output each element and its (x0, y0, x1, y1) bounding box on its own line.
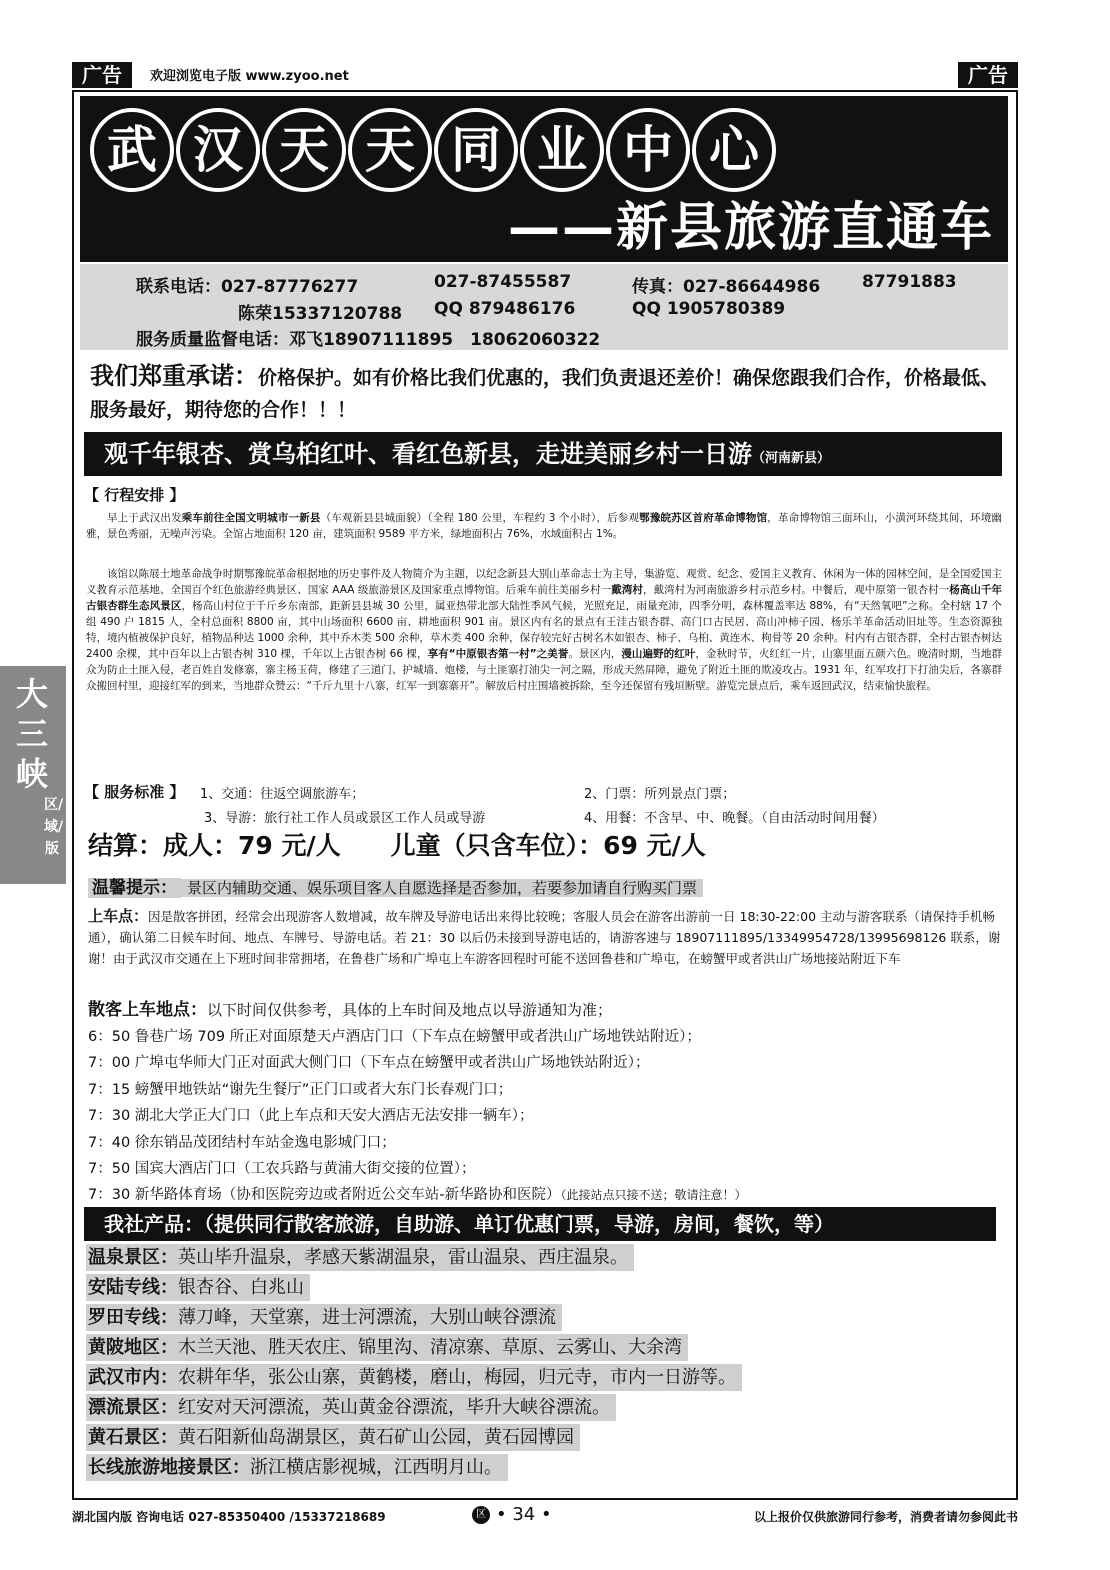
product-row (86, 1274, 1002, 1304)
contact-fax: 传真：027-86644986 (632, 277, 821, 297)
tour-title-note: （河南新县） (752, 451, 831, 466)
tip-text: 景区内辅助交通、娱乐项目客人自愿选择是否参加，若要参加请自行购买门票 (181, 879, 703, 897)
product-row (86, 1364, 1002, 1394)
itinerary-text: ，杨高山村位于千斤乡东南部，距新县县城 30 公里，属亚热带北部大陆性季风气候，光照充足，雨量充沛，四季分明，森林覆盖率达 88%，有“天然氧吧”之称。全村辖 17 个组 490 户 1815 人，全村总面积 8800 亩，其中山场面积 6600 亩、耕地面积 901 亩。景区内有名的景点有王洼古银杏群、高门口古民居、高山冲柿子园、杨乐羊革命活动旧址等。生态资源独特，境内植被保护良好，植物品种达 1000 余种，其中乔木类 500 余种，草木类 400 余种，保存较完好古树名木如银杏、柿子、乌桕、黄连木、枸骨等 20 余种。村内有古银杏群，全村古银杏树达 2400 余棵，其中百年以上古银杏树 310 棵，千年以上古银杏树 66 棵， (86, 600, 1003, 660)
product-text: 农耕年华，张公山寨，黄鹤楼，磨山，梅园，归元寺，市内一日游等。 (178, 1367, 736, 1388)
title-char: 心 (692, 108, 776, 192)
footer-page-number (472, 1504, 552, 1525)
itinerary-text: （车观新县县城面貌）（全程 180 公里，车程约 3 个小时），后参观 (320, 512, 640, 524)
product-text: 英山毕升温泉，孝感天紫湖温泉，雷山温泉、西庄温泉。 (178, 1247, 628, 1268)
footer-edition-contact: 湖北国内版 咨询电话 027-85350400 /15337218689 (72, 1510, 386, 1524)
boarding-info (88, 906, 1004, 969)
footer-disclaimer: 以上报价仅供旅游同行参考，消费者请勿参阅此书 (753, 1510, 1018, 1524)
contact-fax-2: 87791883 (862, 272, 957, 292)
title-char: 同 (434, 108, 518, 192)
title-char: 中 (606, 108, 690, 192)
contact-phone-2: 027-87455587 (434, 272, 572, 292)
title-char: 天 (348, 108, 432, 192)
product-row (86, 1244, 1002, 1274)
product-label: 漂流景区： (88, 1397, 178, 1418)
pickup-item-last (88, 1182, 1004, 1208)
itinerary-highlight: 享有“中原银杏第一村”之美誉 (427, 648, 569, 660)
settlement-price: 结算：成人：79 元/人 儿童（只含车位）：69 元/人 (88, 831, 706, 860)
product-label: 黄石景区： (88, 1427, 178, 1448)
product-text: 银杏谷、白兆山 (178, 1277, 304, 1298)
tour-title: 观千年银杏、赏乌桕红叶、看红色新县，走进美丽乡村一日游 (104, 440, 752, 468)
title-char: 业 (520, 108, 604, 192)
promise-statement (90, 360, 1006, 426)
pickup-item: 7：00 广埠屯华师大门正对面武大侧门口（下车点在螃蟹甲或者洪山广场地铁站附近）； (88, 1055, 650, 1072)
title-char: 天 (262, 108, 346, 192)
page-footer (72, 1504, 1018, 1526)
page-number: • 34 • (496, 1504, 552, 1525)
itinerary-paragraph-2 (86, 566, 1002, 694)
product-row (86, 1454, 1002, 1484)
edition-side-tab (0, 666, 66, 884)
boarding-label: 上车点： (88, 907, 149, 925)
product-label: 武汉市内： (88, 1367, 178, 1388)
product-text: 薄刀峰，天堂寨，进士河漂流，大别山峡谷漂流 (178, 1307, 556, 1328)
product-row (86, 1394, 1002, 1424)
product-row (86, 1424, 1002, 1454)
pickup-note: 以下时间仅供参考，具体的上车时间及地点以导游通知为准； (207, 1001, 613, 1019)
company-name (90, 108, 776, 192)
tour-title-bar (84, 432, 1002, 476)
service-meals: 4、用餐：不含早、中、晚餐。（自由活动时间用餐） (584, 811, 885, 826)
pickup-heading (88, 995, 612, 1020)
title-char: 武 (90, 108, 174, 192)
product-label: 长线旅游地接景区： (88, 1457, 250, 1478)
product-label: 黄陂地区： (88, 1337, 178, 1358)
itinerary-highlight: 杨高山千年古银杏群生态风景区 (86, 584, 1003, 612)
itinerary-paragraph-1 (86, 510, 1002, 542)
itinerary-text: ，戴湾村为河南旅游乡村示范乡村。中餐后，观中原第一银杏村一 (642, 584, 950, 596)
title-char: 汉 (176, 108, 260, 192)
pickup-item: 7：50 国宾大酒店门口（工农兵路与黄浦大街交接的位置）； (88, 1161, 476, 1178)
warm-tip (88, 873, 703, 897)
itinerary-text: ，革命博物馆三面环山，小潢河环绕其间，环境幽雅，景色秀丽，无噪声污染。全馆占地面积 120 亩，建筑面积 9589 平方米，绿地面积占 76%，水域面积占 1%。 (86, 512, 1003, 540)
seal-icon: 区 (472, 1506, 490, 1524)
service-transport: 1、交通：往返空调旅游车； (200, 787, 365, 802)
ad-tag-right: 广告 (958, 62, 1018, 88)
tip-label: 温馨提示： (88, 878, 181, 898)
side-tab-title: 大三峡 (15, 675, 48, 793)
itinerary-text: ，金秋时节，火红红一片，山寨里面五颜六色。晚清时期，当地群众为防止土匪入侵，老百姓自发修寨，寨主杨玉荷，修建了三道门、护城墙、炮楼，与土匪寨打油尖一河之隔，形成天然屏障，避免了附近土匪的欺凌攻占。1931 年，红军攻打下打油尖后，各寨群众搬回村里，迎接红军的到来，当地群众赞云：“千斤九里十八寨，红军一到寨寨开”。解放后村庄围墙被拆除，至今还保留有残垣断壁。游览完景点后，乘车返回武汉，结束愉快旅程。 (86, 648, 1003, 692)
product-text: 黄石阳新仙岛湖景区，黄石矿山公园，黄石园博园 (178, 1427, 574, 1448)
product-text: 浙江横店影视城，江西明月山。 (250, 1457, 502, 1478)
pickup-list (88, 1024, 1004, 1209)
ad-tag-left: 广告 (72, 62, 132, 88)
products-title-bar: 我社产品：（提供同行散客旅游，自助游、单订优惠门票，导游，房间，餐饮，等） (84, 1207, 996, 1241)
product-label: 安陆专线： (88, 1277, 178, 1298)
service-guide: 3、导游：旅行社工作人员或景区工作人员或导游 (204, 811, 486, 826)
itinerary-text: 。景区内， (568, 648, 622, 660)
contact-mobile: 陈荣15337120788 (238, 304, 403, 324)
contact-phone-1: 联系电话：027-87776277 (136, 277, 359, 297)
boarding-text: 因是散客拼团，经常会出现游客人数增减，故车牌及导游电话出来得比较晚；客服人员会在游客出游前一日 18:30-22:00 主动与游客联系（请保持手机畅通），确认第二日候车时间、地点、车牌号、导游电话。若 21：30 以后仍未接到导游电话的，请游客速与 18907111895/13349954728/13995698126 联系，谢谢！由于武汉市交通在上下班时间非常拥堵，在鲁巷广场和广埠屯上车游客回程时可能不送回鲁巷和广埠屯，在螃蟹甲或者洪山广场地接站附近下车 (88, 909, 1001, 966)
contact-band (80, 264, 1008, 350)
pickup-item: 7：40 徐东销品茂团结村车站金逸电影城门口； (88, 1134, 396, 1151)
pickup-last-note: （此接站点只接不送；敬请注意！） (560, 1188, 747, 1203)
contact-qq-1: QQ 879486176 (434, 299, 576, 319)
itinerary-highlight: 乘车前往全国文明城市一新县 (181, 512, 321, 524)
products-list (86, 1244, 1002, 1484)
itinerary-text: 该馆以陈展土地革命战争时期鄂豫皖革命根据地的历史事件及人物简介为主题，以纪念新县大别山革命志士为主导，集游览、观赏、纪念、爱国主义教育、休闲为一体的园林空间，是全国爱国主义教育示范基地、全国百个红色旅游经典景区、国家 AAA 级旅游景区及国家重点博物馆。后乘车前往美丽乡村一 (86, 568, 1002, 596)
top-bar (72, 62, 1018, 88)
pickup-item: 7：30 新华路体育场（协和医院旁边或者附近公交车站-新华路协和医院） (88, 1187, 561, 1204)
product-label: 温泉景区： (88, 1247, 178, 1268)
title-banner (80, 96, 1008, 262)
itinerary-highlight: 漫山遍野的红叶 (621, 648, 696, 660)
itinerary-highlight: 戴湾村 (611, 584, 643, 596)
service-tickets: 2、门票：所列景点门票； (584, 787, 736, 802)
side-tab-subtitle: 区/域/版 (44, 797, 64, 857)
product-text: 红安对天河漂流，英山黄金谷漂流，毕升大峡谷漂流。 (178, 1397, 610, 1418)
itinerary-label: 【 行程安排 】 (84, 486, 185, 504)
promise-text: 价格保护。如有价格比我们优惠的，我们负责退还差价！确保您跟我们合作，价格最低、服务最好，期待您的合作！！！ (90, 367, 1000, 421)
product-row (86, 1304, 1002, 1334)
product-text: 木兰天池、胜天农庄、锦里沟、清凉寨、草原、云雾山、大余湾 (178, 1337, 682, 1358)
itinerary-highlight: 鄂豫皖苏区首府革命博物馆 (639, 512, 768, 524)
itinerary-text: 早上于武汉出发 (107, 512, 182, 524)
product-row (86, 1334, 1002, 1364)
promise-lead: 我们郑重承诺： (90, 362, 258, 390)
service-label: 【 服务标准 】 (84, 783, 185, 801)
welcome-text: 欢迎浏览电子版 www.zyoo.net (150, 69, 349, 84)
pickup-item: 7：30 湖北大学正大门口（此上车点和天安大酒店无法安排一辆车）； (88, 1108, 534, 1125)
banner-subtitle: ——新县旅游直通车 (507, 198, 994, 258)
pickup-item: 6：50 鲁巷广场 709 所正对面原楚天卢酒店门口（下车点在螃蟹甲或者洪山广场地铁站附近）； (88, 1029, 701, 1045)
contact-qq-2: QQ 1905780389 (632, 299, 786, 319)
pickup-label: 散客上车地点： (88, 1000, 207, 1020)
contact-supervisor: 服务质量监督电话：邓飞18907111895 18062060322 (136, 330, 601, 350)
pickup-item: 7：15 螃蟹甲地铁站“谢先生餐厅”正门口或者大东门长春观门口； (88, 1081, 513, 1098)
product-label: 罗田专线： (88, 1307, 178, 1328)
